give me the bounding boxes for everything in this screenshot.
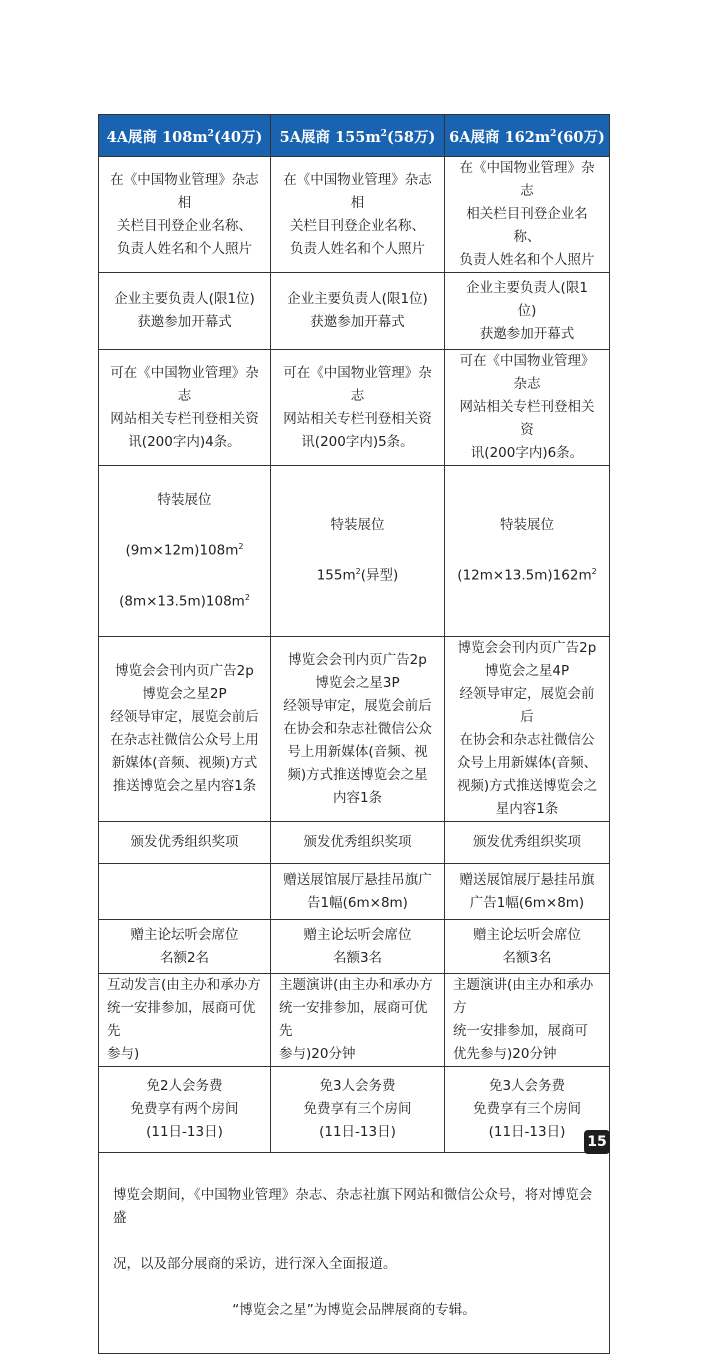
cell-5a-speech: 主题演讲(由主办和承办方 统一安排参加，展商可优先 参与)20分钟	[271, 974, 445, 1067]
header-row	[99, 115, 610, 157]
cell-6a-fees: 免3人会务费 免费享有三个房间 (11日-13日)	[445, 1067, 610, 1153]
row-opening	[99, 273, 610, 350]
exhibitor-benefits-table	[98, 114, 610, 1354]
cell-4a-opening: 企业主要负责人(限1位) 获邀参加开幕式	[99, 273, 271, 350]
booth-title: 特装展位	[157, 492, 212, 508]
page-number: 15	[584, 1130, 610, 1154]
cell-4a-banner	[99, 864, 271, 920]
cell-4a-listing: 在《中国物业管理》杂志相 关栏目刊登企业名称、 负责人姓名和个人照片	[99, 157, 271, 273]
booth-title: 特装展位	[500, 517, 554, 534]
cell-5a-banner: 赠送展馆展厅悬挂吊旗广 告1幅(6m×8m)	[271, 864, 445, 920]
cell-5a-listing: 在《中国物业管理》杂志相 关栏目刊登企业名称、 负责人姓名和个人照片	[271, 157, 445, 273]
cell-4a-website: 可在《中国物业管理》杂志 网站相关专栏刊登相关资 讯(200字内)4条。	[99, 350, 271, 466]
booth-size-line: $155m^2$(异型)	[316, 567, 399, 584]
row-booth	[99, 466, 610, 637]
cell-6a-banner: 赠送展馆展厅悬挂吊旗 广告1幅(6m×8m)	[445, 864, 610, 920]
cell-4a-booth	[99, 466, 271, 637]
row-banner	[99, 864, 610, 920]
cell-4a-speech: 互动发言(由主办和承办方 统一安排参加，展商可优先 参与)	[99, 974, 271, 1067]
booth-size-line: $(9m\times 12m)108m^2$	[125, 542, 244, 559]
header-6a: 6A展商 $162m^2(60$万)	[445, 115, 610, 157]
cell-5a-booth	[271, 466, 445, 637]
booth-title: 特装展位	[330, 517, 385, 534]
row-fees	[99, 1067, 610, 1153]
row-listing	[99, 157, 610, 273]
cell-4a-forum-seats: 赠主论坛听会席位 名额2名	[99, 920, 271, 974]
cell-5a-fees: 免3人会务费 免费享有三个房间 (11日-13日)	[271, 1067, 445, 1153]
cell-5a-opening: 企业主要负责人(限1位) 获邀参加开幕式	[271, 273, 445, 350]
cell-6a-award: 颁发优秀组织奖项	[445, 822, 610, 864]
row-website	[99, 350, 610, 466]
row-award	[99, 822, 610, 864]
footer-note-line2: 况，以及部分展商的采访，进行深入全面报道。	[113, 1256, 397, 1272]
cell-6a-media: 博览会会刊内页广告2p 博览会之星4P 经领导审定，展览会前后 在协会和杂志社微信公 众号上用新媒体(音频、 视频)方式推送博览会之 星内容1条	[445, 637, 610, 822]
cell-6a-booth	[445, 466, 610, 637]
row-speech	[99, 974, 610, 1067]
header-5a: 5A展商 $155m^2(58$万)	[271, 115, 445, 157]
row-footer-note	[99, 1153, 610, 1354]
cell-4a-award: 颁发优秀组织奖项	[99, 822, 271, 864]
cell-4a-media: 博览会会刊内页广告2p 博览会之星2P 经领导审定，展览会前后 在杂志社微信公众号上用 新媒体(音频、视频)方式 推送博览会之星内容1条	[99, 637, 271, 822]
cell-5a-media: 博览会会刊内页广告2p 博览会之星3P 经领导审定，展览会前后 在协会和杂志社微信公众 号上用新媒体(音频、视 频)方式推送博览会之星 内容1条	[271, 637, 445, 822]
cell-5a-award: 颁发优秀组织奖项	[271, 822, 445, 864]
booth-size-line: $(12m\times 13.5m)162m^2$	[457, 567, 597, 584]
row-media	[99, 637, 610, 822]
row-forum-seats	[99, 920, 610, 974]
cell-5a-website: 可在《中国物业管理》杂志 网站相关专栏刊登相关资 讯(200字内)5条。	[271, 350, 445, 466]
cell-4a-fees: 免2人会务费 免费享有两个房间 (11日-13日)	[99, 1067, 271, 1153]
cell-6a-listing: 在《中国物业管理》杂志 相关栏目刊登企业名称、 负责人姓名和个人照片	[445, 157, 610, 273]
header-4a: 4A展商 $108m^2(40$万)	[99, 115, 271, 157]
cell-6a-speech: 主题演讲(由主办和承办方 统一安排参加，展商可 优先参与)20分钟	[445, 974, 610, 1067]
footer-note-line1: 博览会期间，《中国物业管理》杂志、杂志社旗下网站和微信公众号，将对博览会盛	[113, 1187, 593, 1226]
cell-6a-opening: 企业主要负责人(限1 位) 获邀参加开幕式	[445, 273, 610, 350]
booth-size-line: $(8m\times 13.5m)108m^2$	[119, 592, 250, 609]
footer-note-line3: “博览会之星”为博览会品牌展商的专辑。	[232, 1302, 476, 1318]
footer-note-cell	[99, 1153, 610, 1354]
cell-6a-forum-seats: 赠主论坛听会席位 名额3名	[445, 920, 610, 974]
cell-5a-forum-seats: 赠主论坛听会席位 名额3名	[271, 920, 445, 974]
cell-6a-website: 可在《中国物业管理》杂志 网站相关专栏刊登相关资 讯(200字内)6条。	[445, 350, 610, 466]
